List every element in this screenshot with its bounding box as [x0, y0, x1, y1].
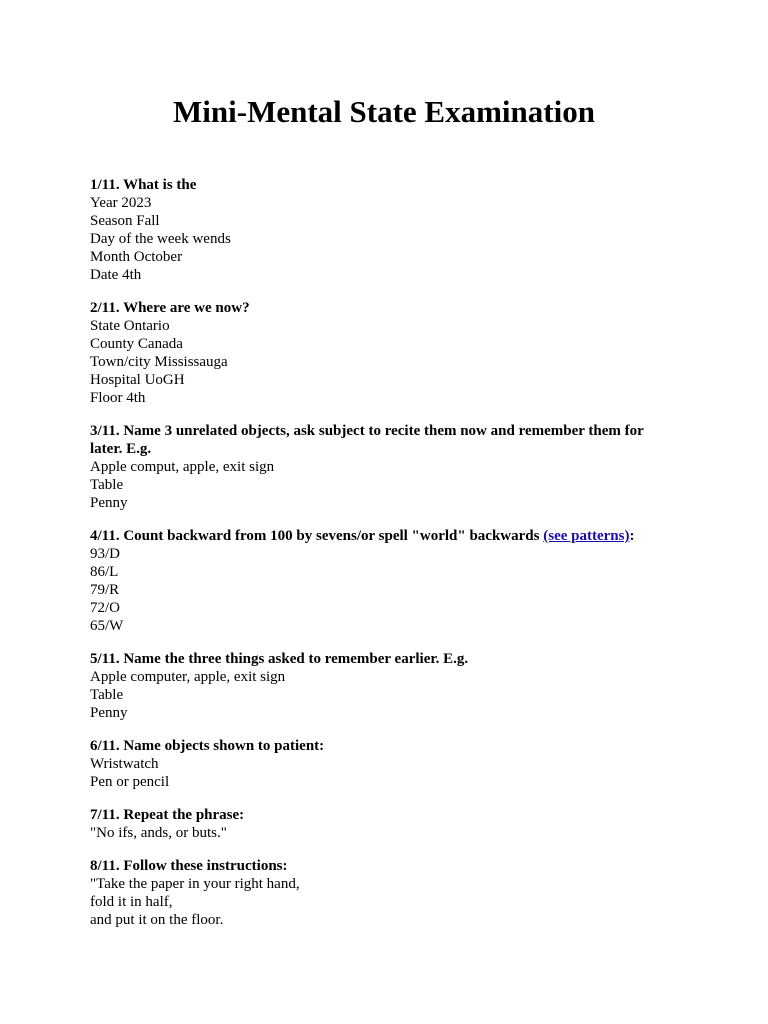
answer-line: Apple computer, apple, exit sign	[90, 669, 286, 685]
question-heading: 1/11. What is the	[90, 177, 197, 193]
answer-line: Table	[90, 687, 124, 703]
question-7	[90, 806, 670, 842]
answer-line: 65/W	[90, 618, 124, 634]
question-heading-text: 4/11. Count backward from 100 by sevens/or spell "world" backwards	[90, 528, 544, 544]
answer-line: Apple comput, apple, exit sign	[90, 459, 275, 475]
answer-line: Pen or pencil	[90, 774, 170, 790]
answer-line: Hospital UoGH	[90, 372, 185, 388]
question-heading: 3/11. Name 3 unrelated objects, ask subject to recite them now and remember them for later. E.g.	[90, 423, 644, 457]
see-patterns-link[interactable]: (see patterns)	[543, 528, 630, 544]
question-8	[90, 857, 670, 929]
question-5	[90, 650, 670, 722]
answer-line: County Canada	[90, 336, 183, 352]
answer-line: 86/L	[90, 564, 119, 580]
answer-line: State Ontario	[90, 318, 170, 334]
question-heading	[90, 527, 670, 545]
question-3	[90, 422, 670, 512]
answer-line: "Take the paper in your right hand,	[90, 876, 300, 892]
answer-line: Floor 4th	[90, 390, 146, 406]
answer-line: Season Fall	[90, 213, 160, 229]
answer-line: Day of the week wends	[90, 231, 231, 247]
question-heading: 8/11. Follow these instructions:	[90, 858, 288, 874]
answer-line: 79/R	[90, 582, 120, 598]
answer-line: and put it on the floor.	[90, 912, 224, 928]
answer-line: Wristwatch	[90, 756, 159, 772]
answer-line: 93/D	[90, 546, 120, 562]
question-6	[90, 737, 670, 791]
question-4	[90, 527, 670, 635]
answer-line: Year 2023	[90, 195, 152, 211]
answer-line: 72/O	[90, 600, 120, 616]
question-heading-suffix: :	[629, 528, 635, 544]
question-heading: 5/11. Name the three things asked to remember earlier. E.g.	[90, 651, 469, 667]
answer-line: Month October	[90, 249, 183, 265]
page-title: Mini-Mental State Examination	[173, 94, 595, 129]
answer-line: "No ifs, ands, or buts."	[90, 825, 227, 841]
answer-line: Penny	[90, 705, 128, 721]
question-2	[90, 299, 670, 407]
answer-line: fold it in half,	[90, 894, 173, 910]
answer-line: Penny	[90, 495, 128, 511]
question-1	[90, 176, 670, 284]
answer-line: Town/city Mississauga	[90, 354, 228, 370]
question-heading: 2/11. Where are we now?	[90, 300, 250, 316]
answer-line: Date 4th	[90, 267, 142, 283]
question-heading: 7/11. Repeat the phrase:	[90, 807, 245, 823]
question-list	[90, 176, 670, 944]
answer-line: Table	[90, 477, 124, 493]
question-heading: 6/11. Name objects shown to patient:	[90, 738, 325, 754]
